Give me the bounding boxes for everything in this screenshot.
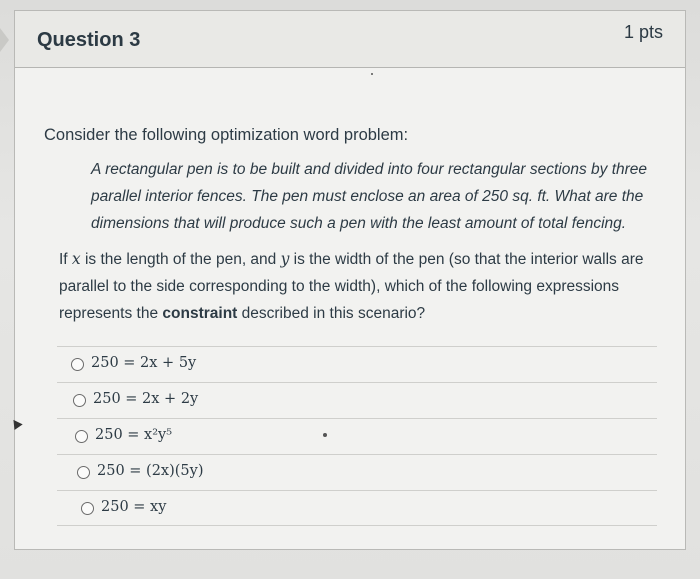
question-title: Question 3: [37, 29, 141, 51]
question-prompt: [59, 246, 649, 327]
question-body: [15, 68, 685, 549]
answer-label[interactable]: 250 = 2x + 2y: [93, 391, 199, 407]
variable-y: y: [280, 250, 290, 268]
radio-button[interactable]: [81, 502, 94, 515]
answer-label[interactable]: 250 = (2x)(5y): [97, 463, 204, 479]
stray-dot: [323, 433, 327, 437]
prompt-part-3: is the width of the pen (so that the interior walls are parallel to the side corresponding to the width), which of the following expressions represents the: [59, 251, 644, 322]
answer-option[interactable]: [57, 418, 657, 454]
question-points: 1 pts: [623, 22, 663, 42]
radio-button[interactable]: [71, 358, 84, 371]
variable-x: x: [71, 250, 81, 268]
answer-list: [57, 346, 657, 526]
speck: [371, 73, 373, 75]
prompt-part-4: described in this scenario?: [237, 305, 426, 322]
answer-label[interactable]: 250 = xy: [101, 499, 167, 515]
answer-label[interactable]: 250 = 2x + 5y: [91, 355, 197, 371]
radio-button[interactable]: [73, 394, 86, 407]
answer-label[interactable]: 250 = x²y⁵: [95, 427, 173, 443]
radio-button[interactable]: [75, 430, 88, 443]
question-card: [14, 10, 686, 550]
intro-text: Consider the following optimization word problem:: [44, 126, 409, 144]
problem-text: A rectangular pen is to be built and divided into four rectangular sections by three parallel interior fences. The pen must enclose an area of 250 sq. ft. What are the dimensions that will produce such a pen with the least amount of total fencing.: [91, 161, 648, 232]
prompt-part-2: is the length of the pen, and: [80, 251, 281, 268]
answer-option[interactable]: [57, 454, 657, 490]
previous-arrow-icon[interactable]: [0, 28, 9, 52]
prompt-part-1: If: [59, 251, 72, 268]
question-header: [15, 11, 685, 68]
answer-option[interactable]: [57, 382, 657, 418]
answer-option[interactable]: [57, 490, 657, 526]
answer-option[interactable]: [57, 346, 657, 382]
radio-button[interactable]: [77, 466, 90, 479]
prompt-emphasis: constraint: [162, 305, 238, 322]
